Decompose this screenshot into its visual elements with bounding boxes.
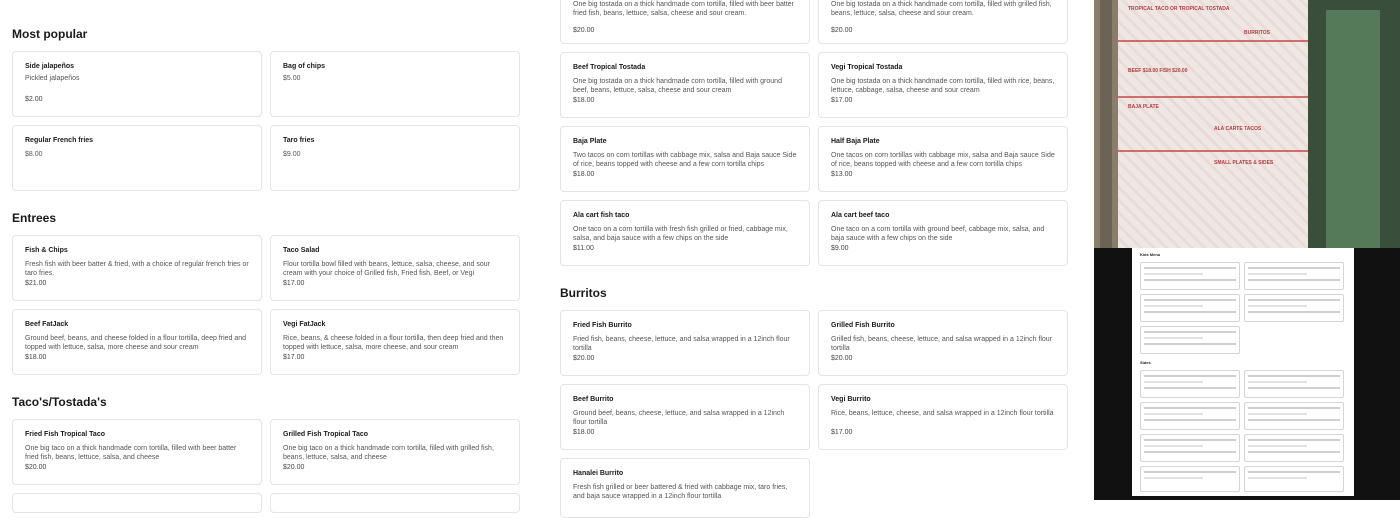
item-name: Taco Salad <box>283 247 320 254</box>
mini-heading: Kids Menu <box>1140 252 1161 257</box>
item-name: Half Baja Plate <box>831 138 880 145</box>
menu-item-bag-of-chips[interactable] <box>270 51 520 117</box>
item-name: Fried Fish Burrito <box>573 322 632 329</box>
item-price: $13.00 <box>831 171 853 178</box>
section-title-burritos: Burritos <box>560 286 607 300</box>
item-price: $18.00 <box>573 429 595 436</box>
item-name: Vegi Burrito <box>831 396 871 403</box>
menu-item-partial[interactable] <box>270 493 520 513</box>
menu-item-taro-fries[interactable] <box>270 125 520 191</box>
item-description: Ground beef, beans, cheese, lettuce, and salsa wrapped in a 12inch flour tortilla <box>573 410 785 427</box>
item-name: Side jalapeños <box>25 63 75 70</box>
item-name: Ala cart fish taco <box>573 212 630 219</box>
item-name: Grilled Fish Tropical Taco <box>283 431 369 438</box>
item-price: $17.00 <box>831 429 853 436</box>
poster-text: ALA CARTE TACOS <box>1214 126 1262 132</box>
item-description: One big tostada on a thick handmade corn tortilla, filled with rice, beans, lettuce, cabbage, salsa, cheese and sour cream <box>831 78 1055 95</box>
item-description: One big tostada on a thick handmade corn tortilla, filled with ground beef, beans, lettuce, salsa, cheese and sour cream <box>573 78 782 95</box>
item-name: Ala cart beef taco <box>831 212 890 219</box>
item-name: Hanalei Burrito <box>573 470 624 477</box>
poster-text: BEEF $18.00 FISH $20.00 <box>1128 68 1188 74</box>
item-name: Vegi FatJack <box>283 321 326 328</box>
item-name: Taro fries <box>283 137 315 144</box>
item-price: $20.00 <box>573 27 595 34</box>
item-description: Two tacos on corn tortillas with cabbage mix, salsa and Baja sauce Side of rice, beans topped with cheese and a few corn tortilla chips <box>573 152 797 169</box>
item-description: Ground beef, beans, and cheese folded in a flour tortilla, deep fried and topped with lettuce, salsa, more cheese and sour cream <box>25 335 247 352</box>
item-name: Beef Burrito <box>573 396 614 403</box>
item-name: Baja Plate <box>573 138 607 145</box>
item-name: Grilled Fish Burrito <box>831 322 895 329</box>
menu-board-image <box>1118 0 1340 248</box>
restaurant-menu-photo <box>1094 0 1400 248</box>
item-description: Fresh fish grilled or beer battered & fried with cabbage mix, taro fries, and baja sauce wrapped in a 12inch flour tortilla <box>573 484 788 501</box>
menu-item-vegi-fatjack[interactable] <box>270 309 520 375</box>
poster-text: SMALL PLATES & SIDES <box>1214 160 1274 166</box>
poster-text: BURRITOS <box>1244 30 1271 36</box>
item-price: $20.00 <box>831 27 853 34</box>
item-price: $18.00 <box>25 354 47 361</box>
item-description: Rice, beans, lettuce, cheese, and salsa wrapped in a 12inch flour tortilla <box>831 410 1054 417</box>
item-description: One big taco on a thick handmade corn tortilla, filled with grilled fish, beans, lettuce, salsa, and cheese <box>283 445 494 462</box>
item-price: $17.00 <box>283 354 305 361</box>
item-description: One taco on a corn tortilla with fresh fish grilled or fried, cabbage mix, salsa, and baja sauce with a few chips on the side <box>573 226 788 243</box>
item-price: $11.00 <box>573 245 594 252</box>
menu-item-regular-french-fries[interactable] <box>12 125 262 191</box>
item-description: Fried fish, beans, cheese, lettuce, and salsa wrapped in a 12inch flour tortilla <box>573 336 790 353</box>
menu-item-beef-fatjack[interactable] <box>12 309 262 375</box>
menu-item-fried-fish-tropical-taco[interactable] <box>12 419 262 485</box>
item-description: One big tostada on a thick handmade corn tortilla, filled with grilled fish, beans, lettuce, salsa, cheese and sour cream. <box>831 1 1052 18</box>
item-description: One taco on a corn tortilla with ground beef, cabbage mix, salsa, and baja sauce with a few chips on the side <box>831 226 1045 243</box>
menu-item-grilled-fish-tropical-taco[interactable] <box>270 419 520 485</box>
menu-item-half-baja-plate[interactable] <box>818 126 1068 192</box>
item-price: $20.00 <box>25 464 47 471</box>
menu-item-beef-tropical-tostada[interactable] <box>560 52 810 118</box>
item-name: Bag of chips <box>283 63 326 70</box>
poster-text: BAJA PLATE <box>1128 104 1159 110</box>
item-price: $20.00 <box>573 355 595 362</box>
item-name: Fried Fish Tropical Taco <box>25 431 105 438</box>
item-description: One big tostada on a thick handmade corn tortilla, filled with beer batter fried fish, beans, lettuce, salsa, cheese and sour cream. <box>573 1 795 18</box>
item-description: One tacos on corn tortillas with cabbage mix, salsa and Baja sauce Side of rice, beans topped with cheese and a few corn tortilla chips <box>831 152 1055 169</box>
menu-item-fried-fish-burrito[interactable] <box>560 310 810 376</box>
item-price: $20.00 <box>831 355 853 362</box>
item-price: $9.00 <box>831 245 849 252</box>
item-description: Flour tortilla bowl filled with beans, lettuce, salsa, cheese, and sour cream with your choice of Grilled fish, Fried fish, Beef, or Vegi <box>283 261 490 278</box>
menu-item-tostada[interactable] <box>560 0 810 44</box>
section-title-most-popular: Most popular <box>12 27 88 41</box>
menu-item-grilled-fish-burrito[interactable] <box>818 310 1068 376</box>
item-name: Fish & Chips <box>25 247 68 254</box>
item-name: Beef FatJack <box>25 321 69 328</box>
section-title-tacos: Taco's/Tostada's <box>12 395 107 409</box>
menu-item-ala-cart-fish-taco[interactable] <box>560 200 810 266</box>
item-price: $17.00 <box>831 97 853 104</box>
item-price: $20.00 <box>283 464 305 471</box>
item-price: $21.00 <box>25 280 47 287</box>
item-description: Grilled fish, beans, cheese, lettuce, and salsa wrapped in a 12inch flour tortilla <box>831 336 1053 353</box>
menu-screenshot-image <box>1094 248 1400 500</box>
item-name: Beef Tropical Tostada <box>573 64 646 71</box>
item-price: $18.00 <box>573 171 595 178</box>
mini-heading: Sides <box>1140 360 1151 365</box>
menu-item-tostada[interactable] <box>818 0 1068 44</box>
item-price: $9.00 <box>283 151 301 158</box>
menu-item-vegi-burrito[interactable] <box>818 384 1068 450</box>
item-price: $18.00 <box>573 97 595 104</box>
item-description: Rice, beans, & cheese folded in a flour tortilla, then deep fried and then topped with lettuce, salsa, more cheese, and sour cream <box>283 335 504 352</box>
item-price: $5.00 <box>283 75 301 82</box>
item-price: $8.00 <box>25 151 43 158</box>
item-description: One big taco on a thick handmade corn tortilla, filled with beer batter fried fish, beans, lettuce, salsa, and cheese <box>25 445 237 462</box>
menu-item-beef-burrito[interactable] <box>560 384 810 450</box>
item-description: Pickled jalapeños <box>25 75 80 82</box>
menu-item-taco-salad[interactable] <box>270 235 520 301</box>
item-name: Regular French fries <box>25 137 94 144</box>
menu-item-side-jalapenos[interactable] <box>12 51 262 117</box>
item-price: $17.00 <box>283 280 305 287</box>
section-title-entrees: Entrees <box>12 211 57 225</box>
menu-item-ala-cart-beef-taco[interactable] <box>818 200 1068 266</box>
item-description: Fresh fish with beer batter & fried, with a choice of regular french fries or taro fries. <box>25 261 249 278</box>
menu-item-fish-and-chips[interactable] <box>12 235 262 301</box>
menu-item-baja-plate[interactable] <box>560 126 810 192</box>
item-name: Vegi Tropical Tostada <box>831 64 903 71</box>
menu-item-hanalei-burrito[interactable] <box>560 458 810 518</box>
menu-item-partial[interactable] <box>12 493 262 513</box>
poster-text: TROPICAL TACO OR TROPICAL TOSTADA <box>1128 6 1230 12</box>
item-price: $2.00 <box>25 96 43 103</box>
menu-item-vegi-tropical-tostada[interactable] <box>818 52 1068 118</box>
